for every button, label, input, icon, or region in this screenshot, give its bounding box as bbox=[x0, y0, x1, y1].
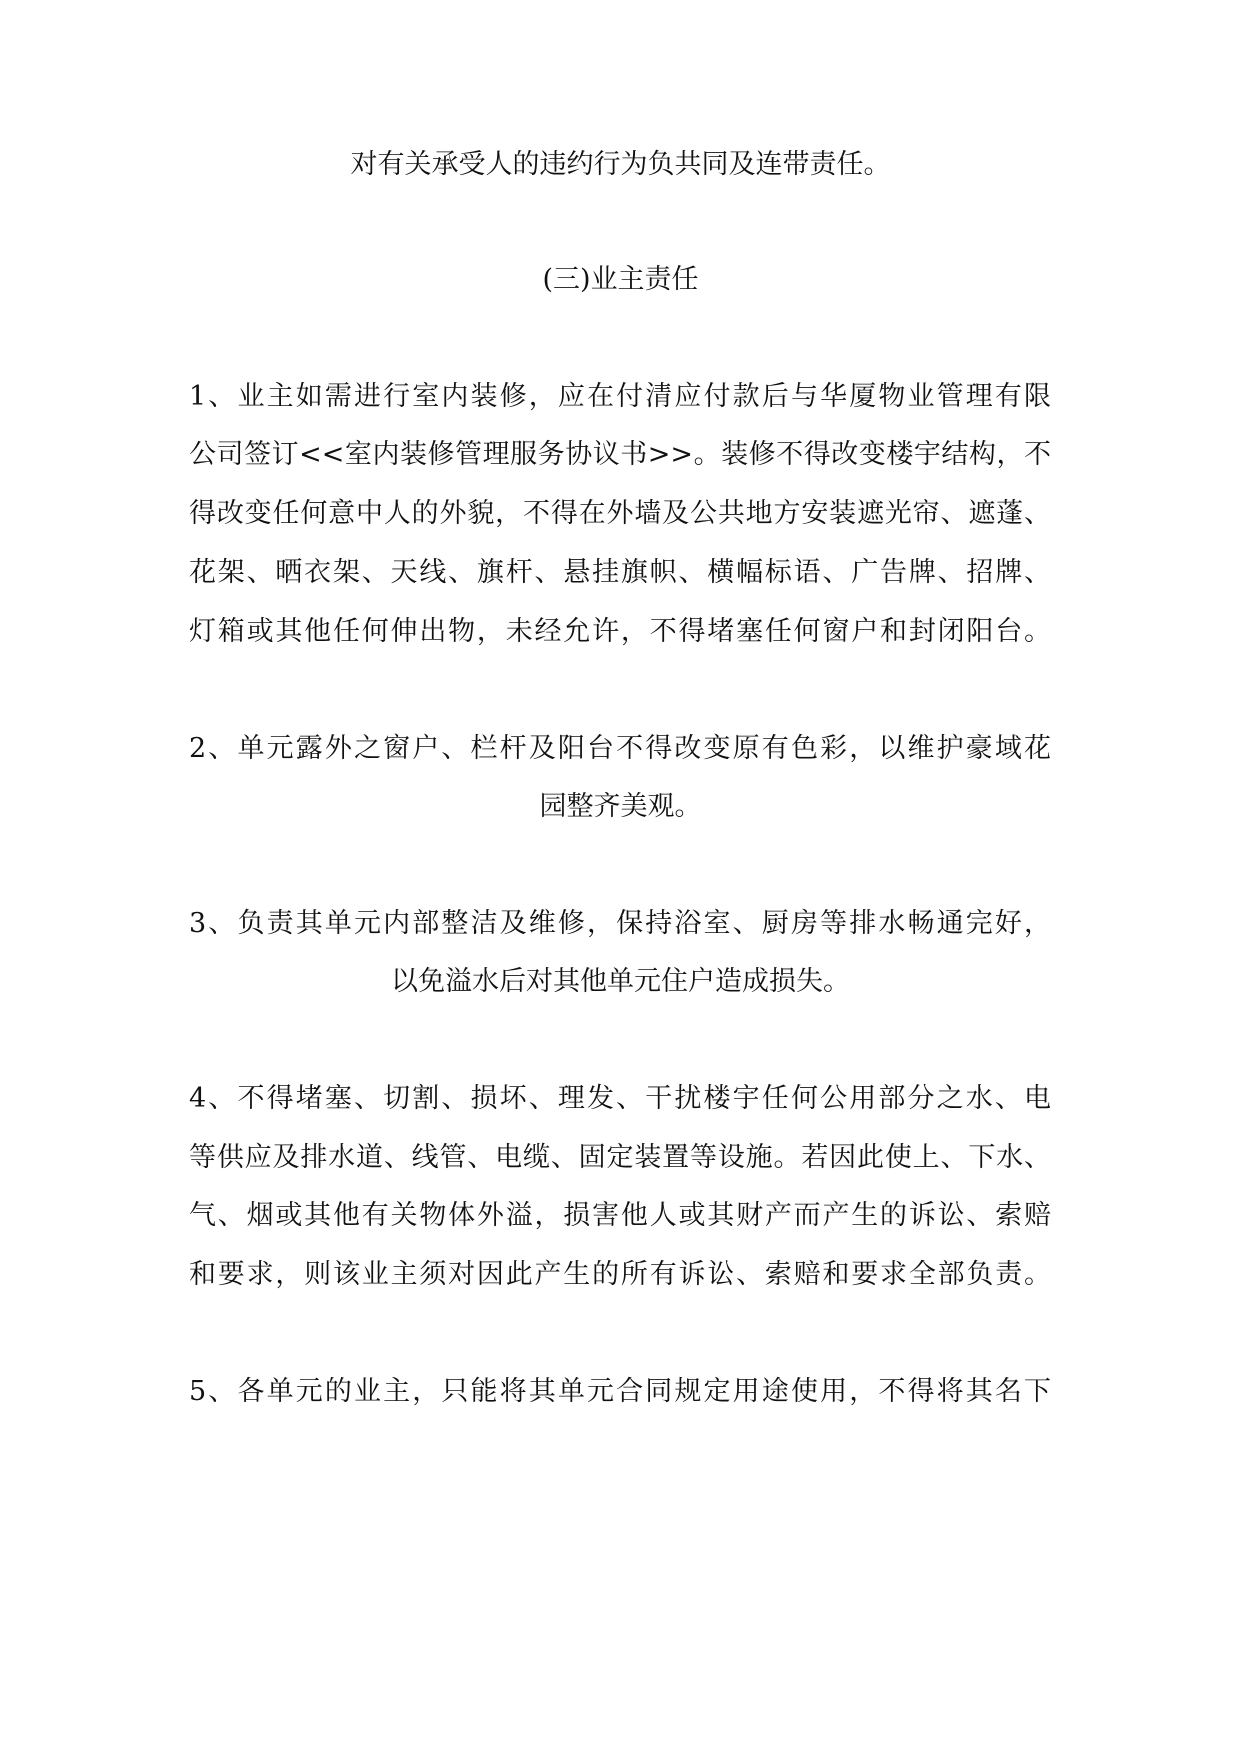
clause-4-line-3: 气、烟或其他有关物体外溢，损害他人或其财产而产生的诉讼、索赔 bbox=[189, 1200, 1051, 1231]
clause-1-line-2: 公司签订<<室内装修管理服务协议书>>。装修不得改变楼宇结构，不 bbox=[189, 439, 1051, 470]
clause-5-line-1: 5、各单元的业主，只能将其单元合同规定用途使用，不得将其名下 bbox=[189, 1376, 1051, 1407]
clause-1-line-5: 灯箱或其他任何伸出物，未经允许，不得堵塞任何窗户和封闭阳台。 bbox=[189, 616, 1051, 647]
clause-2-line-2: 园整齐美观。 bbox=[539, 791, 702, 822]
clause-3-line-2: 以免溢水后对其他单元住户造成损失。 bbox=[391, 966, 850, 997]
clause-1-line-4: 花架、晒衣架、天线、旗杆、悬挂旗帜、横幅标语、广告牌、招牌、 bbox=[189, 557, 1051, 588]
clause-1-line-3: 得改变任何意中人的外貌，不得在外墙及公共地方安装遮光帘、遮蓬、 bbox=[189, 498, 1051, 529]
clause-3-line-1: 3、负责其单元内部整洁及维修，保持浴室、厨房等排水畅通完好， bbox=[189, 908, 1051, 939]
clause-2-line-1: 2、单元露外之窗户、栏杆及阳台不得改变原有色彩，以维护豪域花 bbox=[189, 733, 1051, 764]
clause-4-line-1: 4、不得堵塞、切割、损坏、理发、干扰楼宇任何公用部分之水、电 bbox=[189, 1083, 1051, 1114]
clause-4-line-4: 和要求，则该业主须对因此产生的所有诉讼、索赔和要求全部负责。 bbox=[189, 1259, 1051, 1290]
continued-text-line: 对有关承受人的违约行为负共同及连带责任。 bbox=[350, 149, 891, 180]
section-heading: (三)业主责任 bbox=[542, 264, 699, 295]
clause-1-line-1: 1、业主如需进行室内装修，应在付清应付款后与华厦物业管理有限 bbox=[189, 381, 1051, 412]
clause-4-line-2: 等供应及排水道、线管、电缆、固定装置等设施。若因此使上、下水、 bbox=[189, 1142, 1051, 1173]
